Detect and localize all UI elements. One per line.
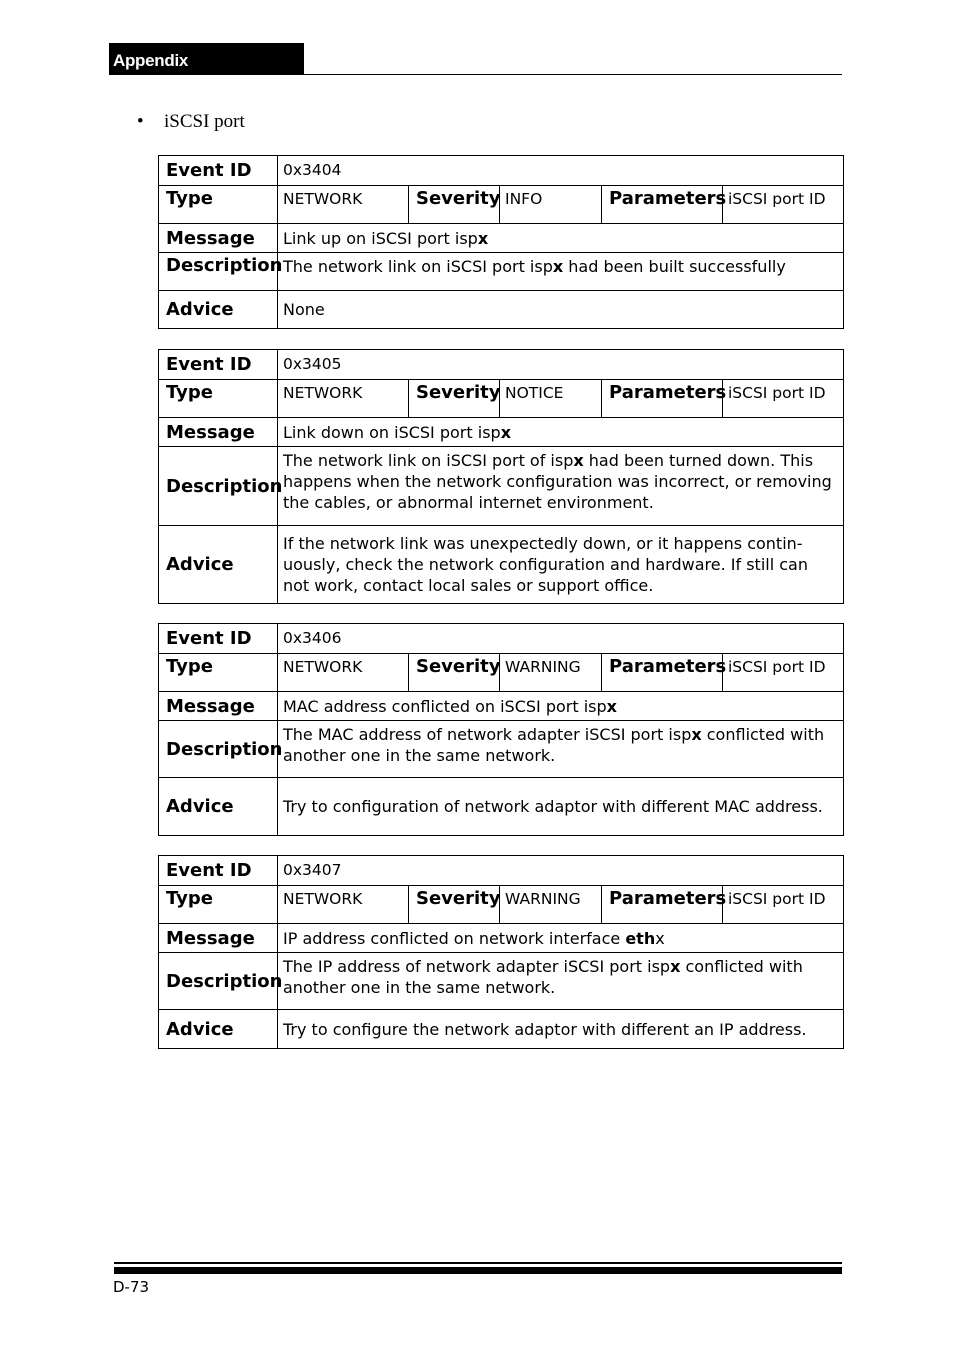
parameters-value: iSCSI port ID <box>723 186 844 224</box>
advice-label: Advice <box>159 1010 278 1049</box>
event-id-label: Event ID <box>159 350 278 380</box>
advice-value: If the network link was unexpectedly down, or it happens contin-uously, check the network configuration and hardware. If still can not work, contact local sales or support office. <box>278 526 844 604</box>
type-value: NETWORK <box>278 380 409 418</box>
severity-value: NOTICE <box>500 380 602 418</box>
event-table <box>158 155 844 329</box>
advice-value: Try to configuration of network adaptor with different MAC address. <box>278 778 844 836</box>
description-value: The MAC address of network adapter iSCSI port ispx conflicted with another one in the same network. <box>278 721 844 778</box>
advice-value: None <box>278 291 844 329</box>
event-id-value: 0x3405 <box>278 350 844 380</box>
advice-label: Advice <box>159 778 278 836</box>
severity-value: INFO <box>500 186 602 224</box>
severity-label: Severity <box>409 186 500 224</box>
type-value: NETWORK <box>278 654 409 692</box>
description-value: The IP address of network adapter iSCSI port ispx conflicted with another one in the same network. <box>278 953 844 1010</box>
message-label: Message <box>159 924 278 953</box>
severity-label: Severity <box>409 886 500 924</box>
type-value: NETWORK <box>278 186 409 224</box>
bullet-icon: • <box>137 111 144 132</box>
type-label: Type <box>159 380 278 418</box>
parameters-label: Parameters <box>602 886 723 924</box>
event-id-label: Event ID <box>159 156 278 186</box>
event-id-value: 0x3406 <box>278 624 844 654</box>
page-number: D-73 <box>113 1278 150 1296</box>
event-id-label: Event ID <box>159 624 278 654</box>
event-id-value: 0x3404 <box>278 156 844 186</box>
type-label: Type <box>159 654 278 692</box>
severity-value: WARNING <box>500 886 602 924</box>
parameters-label: Parameters <box>602 654 723 692</box>
message-value: Link down on iSCSI port ispx <box>278 418 844 447</box>
bullet-text: iSCSI port <box>164 111 245 132</box>
type-label: Type <box>159 886 278 924</box>
message-value: Link up on iSCSI port ispx <box>278 224 844 253</box>
header-rule <box>109 74 842 75</box>
event-table <box>158 855 844 1049</box>
message-value: IP address conflicted on network interface ethx <box>278 924 844 953</box>
parameters-value: iSCSI port ID <box>723 380 844 418</box>
message-label: Message <box>159 692 278 721</box>
event-table <box>158 623 844 836</box>
severity-label: Severity <box>409 380 500 418</box>
severity-label: Severity <box>409 654 500 692</box>
footer-rule-thin <box>114 1262 842 1264</box>
advice-label: Advice <box>159 291 278 329</box>
section-header-tab <box>109 43 304 75</box>
description-label: Description <box>159 447 278 526</box>
message-label: Message <box>159 418 278 447</box>
section-bullet <box>137 111 245 133</box>
message-value: MAC address conflicted on iSCSI port ispx <box>278 692 844 721</box>
type-label: Type <box>159 186 278 224</box>
description-value: The network link on iSCSI port of ispx had been turned down. This happens when the network configuration was incorrect, or removing the cables, or abnormal internet environment. <box>278 447 844 526</box>
section-label: Appendix <box>113 51 189 70</box>
event-table <box>158 349 844 604</box>
parameters-label: Parameters <box>602 186 723 224</box>
advice-value: Try to configure the network adaptor with different an IP address. <box>278 1010 844 1049</box>
severity-value: WARNING <box>500 654 602 692</box>
description-label: Description <box>159 721 278 778</box>
parameters-label: Parameters <box>602 380 723 418</box>
footer-rule-thick <box>114 1267 842 1274</box>
description-value: The network link on iSCSI port ispx had been built successfully <box>278 253 844 291</box>
parameters-value: iSCSI port ID <box>723 654 844 692</box>
description-label: Description <box>159 253 278 291</box>
parameters-value: iSCSI port ID <box>723 886 844 924</box>
event-id-label: Event ID <box>159 856 278 886</box>
type-value: NETWORK <box>278 886 409 924</box>
message-label: Message <box>159 224 278 253</box>
description-label: Description <box>159 953 278 1010</box>
event-id-value: 0x3407 <box>278 856 844 886</box>
advice-label: Advice <box>159 526 278 604</box>
